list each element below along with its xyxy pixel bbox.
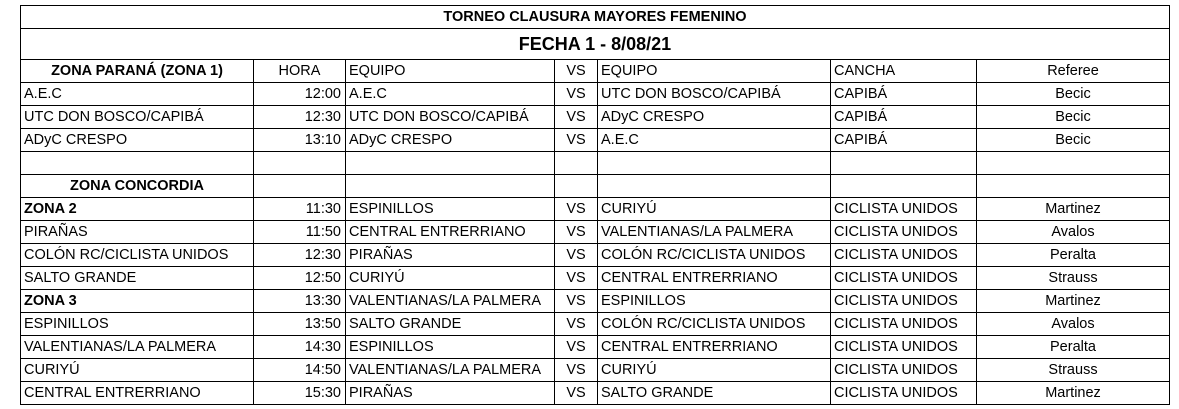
fixture-table — [20, 5, 1170, 405]
cell-cancha: CICLISTA UNIDOS — [831, 267, 977, 290]
header-vs: VS — [555, 60, 598, 83]
cell-hora: 12:00 — [254, 83, 346, 106]
table-row — [21, 244, 1170, 267]
cell-vs: VS — [555, 290, 598, 313]
cell-equipo-1 — [346, 175, 555, 198]
cell-equipo-2: CENTRAL ENTRERRIANO — [598, 336, 831, 359]
cell-hora: 11:30 — [254, 198, 346, 221]
cell-referee: Martinez — [977, 198, 1170, 221]
row-label: A.E.C — [21, 83, 254, 106]
cell-hora: 12:30 — [254, 244, 346, 267]
cell-vs: VS — [555, 336, 598, 359]
cell-equipo-1: SALTO GRANDE — [346, 313, 555, 336]
cell-equipo-2: ADyC CRESPO — [598, 106, 831, 129]
cell-equipo-2: SALTO GRANDE — [598, 382, 831, 405]
table-row — [21, 336, 1170, 359]
row-label: CENTRAL ENTRERRIANO — [21, 382, 254, 405]
table-row — [21, 221, 1170, 244]
title-row — [21, 6, 1170, 29]
cell-referee: Avalos — [977, 313, 1170, 336]
cell-vs — [555, 152, 598, 175]
cell-referee: Martinez — [977, 290, 1170, 313]
table-row — [21, 267, 1170, 290]
cell-vs: VS — [555, 267, 598, 290]
cell-vs: VS — [555, 129, 598, 152]
cell-equipo-2: ESPINILLOS — [598, 290, 831, 313]
cell-equipo-1: ESPINILLOS — [346, 336, 555, 359]
table-row — [21, 313, 1170, 336]
cell-equipo-2: COLÓN RC/CICLISTA UNIDOS — [598, 313, 831, 336]
cell-hora: 11:50 — [254, 221, 346, 244]
row-label: PIRAÑAS — [21, 221, 254, 244]
table-row — [21, 175, 1170, 198]
fecha-title: FECHA 1 - 8/08/21 — [21, 29, 1170, 60]
fixture-sheet — [20, 5, 1169, 405]
cell-referee: Martinez — [977, 382, 1170, 405]
table-row — [21, 198, 1170, 221]
cell-referee: Strauss — [977, 267, 1170, 290]
cell-equipo-2: UTC DON BOSCO/CAPIBÁ — [598, 83, 831, 106]
cell-hora: 15:30 — [254, 382, 346, 405]
row-label: ZONA CONCORDIA — [21, 175, 254, 198]
cell-hora: 12:50 — [254, 267, 346, 290]
cell-equipo-1: VALENTIANAS/LA PALMERA — [346, 290, 555, 313]
row-label: SALTO GRANDE — [21, 267, 254, 290]
cell-referee — [977, 152, 1170, 175]
table-row — [21, 83, 1170, 106]
cell-referee: Avalos — [977, 221, 1170, 244]
cell-equipo-2: CENTRAL ENTRERRIANO — [598, 267, 831, 290]
cell-equipo-2: A.E.C — [598, 129, 831, 152]
header-hora: HORA — [254, 60, 346, 83]
cell-referee — [977, 175, 1170, 198]
table-row — [21, 152, 1170, 175]
cell-equipo-2 — [598, 152, 831, 175]
table-row — [21, 290, 1170, 313]
header-zona: ZONA PARANÁ (ZONA 1) — [21, 60, 254, 83]
cell-equipo-2: CURIYÚ — [598, 198, 831, 221]
cell-equipo-2: COLÓN RC/CICLISTA UNIDOS — [598, 244, 831, 267]
fecha-row — [21, 29, 1170, 60]
row-label: UTC DON BOSCO/CAPIBÁ — [21, 106, 254, 129]
cell-cancha: CAPIBÁ — [831, 83, 977, 106]
cell-referee: Peralta — [977, 336, 1170, 359]
table-row — [21, 382, 1170, 405]
header-referee: Referee — [977, 60, 1170, 83]
cell-cancha — [831, 175, 977, 198]
cell-cancha: CICLISTA UNIDOS — [831, 382, 977, 405]
header-equipo-2: EQUIPO — [598, 60, 831, 83]
cell-equipo-1: VALENTIANAS/LA PALMERA — [346, 359, 555, 382]
cell-equipo-1: CENTRAL ENTRERRIANO — [346, 221, 555, 244]
cell-referee: Becic — [977, 129, 1170, 152]
row-label: ADyC CRESPO — [21, 129, 254, 152]
row-label: CURIYÚ — [21, 359, 254, 382]
cell-hora — [254, 175, 346, 198]
row-label: ESPINILLOS — [21, 313, 254, 336]
cell-equipo-1: A.E.C — [346, 83, 555, 106]
cell-cancha: CICLISTA UNIDOS — [831, 336, 977, 359]
cell-referee: Becic — [977, 106, 1170, 129]
row-label — [21, 152, 254, 175]
cell-cancha: CICLISTA UNIDOS — [831, 221, 977, 244]
cell-equipo-1: UTC DON BOSCO/CAPIBÁ — [346, 106, 555, 129]
row-label: ZONA 3 — [21, 290, 254, 313]
cell-hora: 14:50 — [254, 359, 346, 382]
cell-equipo-2: VALENTIANAS/LA PALMERA — [598, 221, 831, 244]
cell-equipo-1: ADyC CRESPO — [346, 129, 555, 152]
row-label: COLÓN RC/CICLISTA UNIDOS — [21, 244, 254, 267]
table-row — [21, 106, 1170, 129]
cell-vs: VS — [555, 198, 598, 221]
cell-cancha: CICLISTA UNIDOS — [831, 313, 977, 336]
cell-vs: VS — [555, 244, 598, 267]
cell-cancha: CICLISTA UNIDOS — [831, 290, 977, 313]
cell-vs: VS — [555, 313, 598, 336]
cell-cancha — [831, 152, 977, 175]
cell-equipo-1: PIRAÑAS — [346, 382, 555, 405]
cell-referee: Strauss — [977, 359, 1170, 382]
cell-cancha: CICLISTA UNIDOS — [831, 359, 977, 382]
tournament-title: TORNEO CLAUSURA MAYORES FEMENINO — [21, 6, 1170, 29]
header-cancha: CANCHA — [831, 60, 977, 83]
cell-cancha: CAPIBÁ — [831, 129, 977, 152]
cell-equipo-2: CURIYÚ — [598, 359, 831, 382]
table-row — [21, 359, 1170, 382]
cell-hora: 14:30 — [254, 336, 346, 359]
cell-hora — [254, 152, 346, 175]
cell-vs: VS — [555, 83, 598, 106]
cell-vs: VS — [555, 359, 598, 382]
cell-equipo-2 — [598, 175, 831, 198]
cell-cancha: CAPIBÁ — [831, 106, 977, 129]
cell-cancha: CICLISTA UNIDOS — [831, 244, 977, 267]
cell-equipo-1: CURIYÚ — [346, 267, 555, 290]
cell-vs — [555, 175, 598, 198]
cell-vs: VS — [555, 221, 598, 244]
cell-equipo-1 — [346, 152, 555, 175]
cell-hora: 13:50 — [254, 313, 346, 336]
cell-equipo-1: PIRAÑAS — [346, 244, 555, 267]
cell-vs: VS — [555, 106, 598, 129]
cell-referee: Peralta — [977, 244, 1170, 267]
cell-cancha: CICLISTA UNIDOS — [831, 198, 977, 221]
row-label: ZONA 2 — [21, 198, 254, 221]
row-label: VALENTIANAS/LA PALMERA — [21, 336, 254, 359]
cell-hora: 13:30 — [254, 290, 346, 313]
table-row — [21, 129, 1170, 152]
header-row — [21, 60, 1170, 83]
cell-hora: 13:10 — [254, 129, 346, 152]
header-equipo-1: EQUIPO — [346, 60, 555, 83]
cell-equipo-1: ESPINILLOS — [346, 198, 555, 221]
cell-hora: 12:30 — [254, 106, 346, 129]
cell-referee: Becic — [977, 83, 1170, 106]
cell-vs: VS — [555, 382, 598, 405]
